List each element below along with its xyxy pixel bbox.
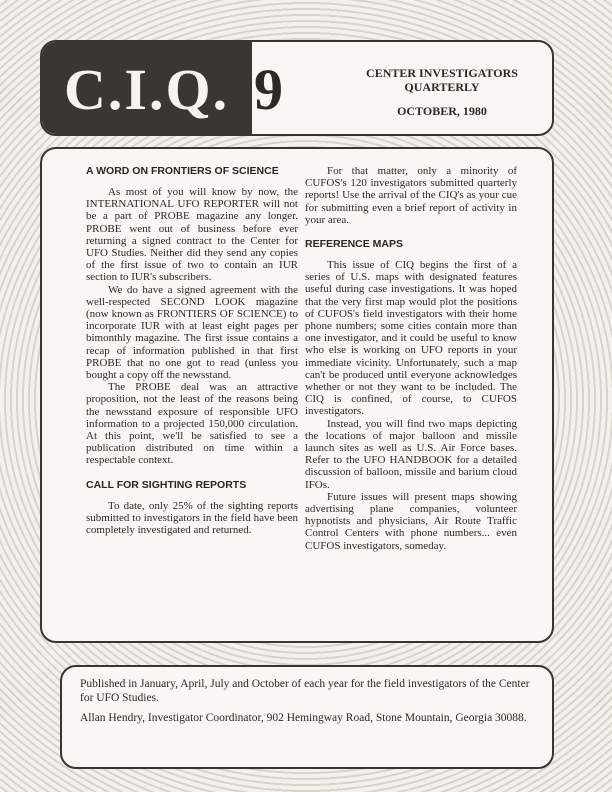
footer-text bbox=[80, 677, 530, 731]
masthead-info bbox=[342, 66, 542, 118]
masthead-logo-block bbox=[42, 42, 252, 134]
publication-note: Published in January, April, July and October of each year for the field investigators of the Center for UFO Studies. bbox=[80, 678, 530, 704]
right-column bbox=[305, 165, 517, 552]
paragraph: Instead, you will find two maps depicting the locations of major balloon and missile launch sites as well as U.S. Air Force bases. Refer to the UFO HANDBOOK for a detailed discussion of balloon, missile and barium cloud IFOs. bbox=[305, 417, 517, 491]
masthead-title: C.I.Q. bbox=[64, 57, 230, 122]
paragraph: For that matter, only a minority of CUFOS's 120 investigators submitted quarterly reports! Use the arrival of the CIQ's as your cue for submitting even a brief report of activity in your area. bbox=[305, 165, 517, 226]
issue-number: 9 bbox=[254, 57, 283, 122]
publication-name: CENTER INVESTIGATORS QUARTERLY bbox=[366, 66, 518, 94]
section-heading-sighting-reports: CALL FOR SIGHTING REPORTS bbox=[86, 478, 247, 491]
article-box bbox=[40, 147, 554, 643]
footer-box bbox=[60, 665, 554, 769]
section-heading-reference-maps: REFERENCE MAPS bbox=[305, 238, 404, 251]
paragraph: This issue of CIQ begins the first of a series of U.S. maps with designated features useful during case investigations. It was hoped that the very first map would plot the positions of CUFOS's field investigators with their home phone numbers; some cities contain more than one investigator, and it could be useful to know who else is working on UFO reports in your immediate vicinity. Unfortunately, such a map can't be produced until everyone acknowledges whether or not they want to be included. The CIQ is confined, of course, to CUFOS investigators. bbox=[305, 259, 517, 418]
paragraph: We do have a signed agreement with the well-respected SECOND LOOK magazine (now known as FRONTIERS OF SCIENCE) to incorporate IUR with at least eight pages per bimonthly magazine. The first issue contains a recap of information published in that first PROBE that no one got to read (unless you bought a copy off the newsstand. bbox=[86, 283, 298, 382]
paragraph: Future issues will present maps showing advertising plane companies, volunteer hypnotists and physicians, Air Route Traffic Control Centers with phone numbers... even CUFOS investigators, someday. bbox=[305, 490, 517, 552]
paragraph: To date, only 25% of the sighting reports submitted to investigators in the field have been completely investigated and returned. bbox=[86, 499, 298, 537]
paragraph: As most of you will know by now, the INTERNATIONAL UFO REPORTER will not be a part of PROBE magazine any longer. PROBE went out of business before ever returning a signed contract to the Center for UFO Studies. Neither did they send any copies of the first issue of two to contain an IUR section to IUR's subscribers. bbox=[86, 186, 298, 284]
masthead-box bbox=[40, 40, 554, 136]
issue-date: OCTOBER, 1980 bbox=[397, 104, 487, 118]
contact-info: Allan Hendry, Investigator Coordinator, 902 Hemingway Road, Stone Mountain, Georgia 30088. bbox=[80, 712, 527, 724]
left-column bbox=[86, 165, 298, 536]
paragraph: The PROBE deal was an attractive proposition, not the least of the reasons being the newsstand exposure of responsible UFO information to a projected 150,000 circulation. At this point, we'll be satisfied to see a publication distributed on time within a respectable context. bbox=[86, 381, 298, 467]
section-heading-frontiers: A WORD ON FRONTIERS OF SCIENCE bbox=[86, 165, 279, 177]
